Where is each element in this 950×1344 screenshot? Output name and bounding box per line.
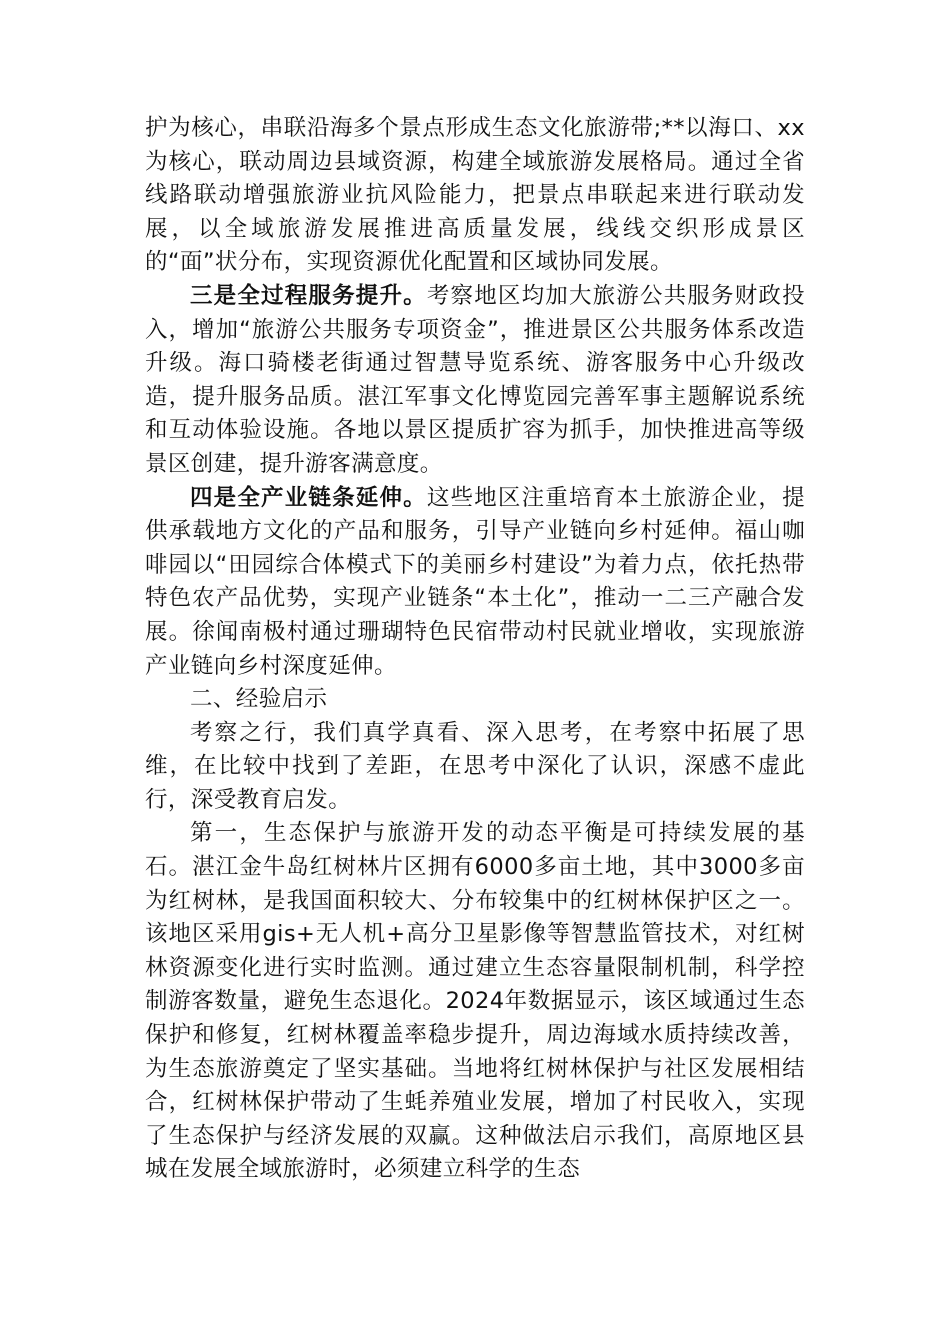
paragraph-industry-chain <box>145 482 805 684</box>
paragraph-text: 这些地区注重培育本土旅游企业，提供承载地方文化的产品和服务，引导产业链向乡村延伸。福山咖啡园以“田园综合体模式下的美丽乡村建设”为着力点，依托热带特色农产品优势，实现产业链条“本土化”，推动一二三产融合发展。徐闻南极村通过珊瑚特色民宿带动村民就业增收，实现旅游产业链向乡村深度延伸。 <box>145 484 805 679</box>
paragraph-text: 护为核心，串联沿海多个景点形成生态文化旅游带;**以海口、xx为核心，联动周边县域资源，构建全域旅游发展格局。通过全省线路联动增强旅游业抗风险能力，把景点串联起来进行联动发展，以全域旅游发展推进高质量发展，线线交织形成景区的“面”状分布，实现资源优化配置和区域协同发展。 <box>145 115 805 276</box>
paragraph-inspection-summary <box>145 717 805 818</box>
paragraph-text: 第一，生态保护与旅游开发的动态平衡是可持续发展的基石。湛江金牛岛红树林片区拥有6000多亩土地，其中3000多亩为红树林，是我国面积较大、分布较集中的红树林保护区之一。该地区采用gis+无人机+高分卫星影像等智慧监管技术，对红树林资源变化进行实时监测。通过建立生态容量限制机制，科学控制游客数量，避免生态退化。2024年数据显示，该区域通过生态保护和修复，红树林覆盖率稳步提升，周边海域水质持续改善，为生态旅游奠定了坚实基础。当地将红树林保护与社区发展相结合，红树林保护带动了生蚝养殖业发展，增加了村民收入，实现了生态保护与经济发展的双赢。这种做法启示我们，高原地区县城在发展全域旅游时，必须建立科学的生态 <box>145 820 805 1183</box>
document-body <box>145 112 805 1187</box>
paragraph-first-insight <box>145 817 805 1187</box>
paragraph-text: 考察地区均加大旅游公共服务财政投入，增加“旅游公共服务专项资金”，推进景区公共服务体系改造升级。海口骑楼老街通过智慧导览系统、游客服务中心升级改造，提升服务品质。湛江军事文化博览园完善军事主题解说系统和互动体验设施。各地以景区提质扩容为抓手，加快推进高等级景区创建，提升游客满意度。 <box>145 282 805 477</box>
paragraph-continuation <box>145 112 805 280</box>
paragraph-text: 考察之行，我们真学真看、深入思考，在考察中拓展了思维，在比较中找到了差距，在思考中深化了认识，深感不虚此行，深受教育启发。 <box>145 719 805 813</box>
section-heading: 二、经验启示 <box>190 686 328 713</box>
paragraph-service-upgrade <box>145 280 805 482</box>
paragraph-lead: 四是全产业链条延伸。 <box>190 484 427 511</box>
paragraph-lead: 三是全过程服务提升。 <box>190 282 427 309</box>
